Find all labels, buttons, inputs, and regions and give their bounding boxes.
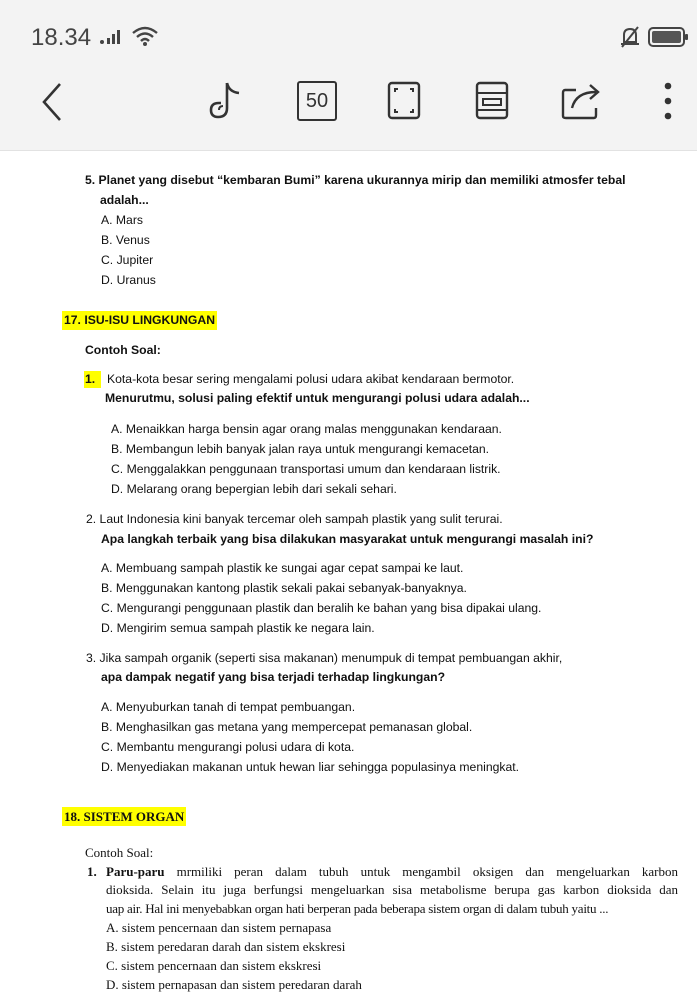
section-17-contoh: Contoh Soal: bbox=[85, 343, 161, 357]
share-icon[interactable] bbox=[560, 80, 604, 122]
s17-q1-option-d: D. Melarang orang bepergian lebih dari sekali sehari. bbox=[111, 482, 397, 496]
s17-q2-option-c: C. Mengurangi penggunaan plastik dan beralih ke bahan yang bisa dipakai ulang. bbox=[101, 601, 542, 615]
q5-line1: 5. Planet yang disebut “kembaran Bumi” karena ukurannya mirip dan memiliki atmosfer tebal bbox=[85, 173, 626, 187]
s18-q1-option-c: C. sistem pencernaan dan sistem ekskresi bbox=[106, 958, 322, 973]
q5-option-a: A. Mars bbox=[101, 213, 143, 227]
s17-q1-number: 1. bbox=[84, 371, 101, 388]
section-18-title: 18. SISTEM ORGAN bbox=[64, 809, 185, 824]
status-bar bbox=[0, 0, 697, 62]
s17-q3-option-d: D. Menyediakan makanan untuk hewan liar sehingga populasinya meningkat. bbox=[101, 760, 520, 774]
s18-q1-keyword: Paru-paru bbox=[106, 864, 165, 879]
s17-q1-option-a: A. Menaikkan harga bensin agar orang malas menggunakan kendaraan. bbox=[111, 422, 502, 436]
s18-q1-option-d: D. sistem pernapasan dan sistem peredaran darah bbox=[106, 977, 362, 992]
q5-option-b: B. Venus bbox=[101, 233, 150, 247]
viewer-toolbar bbox=[0, 62, 697, 151]
more-icon[interactable] bbox=[660, 80, 676, 122]
s17-q1-option-c: C. Menggalakkan penggunaan transportasi umum dan kendaraan listrik. bbox=[111, 462, 501, 476]
page-count-icon[interactable]: 50 bbox=[297, 81, 337, 121]
fullscreen-icon[interactable] bbox=[386, 80, 422, 122]
battery-icon bbox=[648, 26, 690, 48]
s17-q2-option-b: B. Menggunakan kantong plastik sekali pakai sebanyak-banyaknya. bbox=[101, 581, 467, 595]
status-time: 18.34 bbox=[31, 24, 92, 51]
section-17-title: 17. ISU-ISU LINGKUNGAN bbox=[62, 311, 217, 330]
s17-q3-line2: apa dampak negatif yang bisa terjadi terhadap lingkungan? bbox=[101, 670, 446, 684]
s17-q2-option-d: D. Mengirim semua sampah plastik ke negara lain. bbox=[101, 621, 375, 635]
s18-q1-number: 1. bbox=[87, 864, 97, 879]
s17-q3-option-c: C. Membantu mengurangi polusi udara di kota. bbox=[101, 740, 355, 754]
s17-q3-option-a: A. Menyuburkan tanah di tempat pembuangan. bbox=[101, 700, 356, 714]
s17-q1-option-b: B. Membangun lebih banyak jalan raya untuk mengurangi kemacetan. bbox=[111, 442, 490, 456]
s18-q1-line1-text: mrmiliki peran dalam tubuh untuk mengambil oksigen dan mengeluarkan karbon bbox=[176, 864, 678, 879]
s17-q3-line1: 3. Jika sampah organik (seperti sisa makanan) menumpuk di tempat pembuangan akhir, bbox=[86, 651, 563, 665]
tiktok-icon[interactable] bbox=[207, 80, 247, 122]
s18-q1-line2: dioksida. Selain itu juga berfungsi mengeluarkan sisa metabolisme berupa gas karbon dioksida dan bbox=[106, 882, 678, 897]
wifi-icon bbox=[131, 25, 159, 47]
s18-q1-option-a: A. sistem pencernaan dan sistem pernapasa bbox=[106, 920, 332, 935]
s18-q1-option-b: B. sistem peredaran darah dan sistem ekskresi bbox=[106, 939, 346, 954]
s17-q3-option-b: B. Menghasilkan gas metana yang mempercepat pemanasan global. bbox=[101, 720, 473, 734]
s17-q1-line1: Kota-kota besar sering mengalami polusi udara akibat kendaraan bermotor. bbox=[107, 372, 515, 386]
reader-icon[interactable] bbox=[474, 80, 510, 122]
s17-q1-line2: Menurutmu, solusi paling efektif untuk mengurangi polusi udara adalah... bbox=[105, 391, 530, 405]
section-18-contoh: Contoh Soal: bbox=[85, 845, 154, 860]
signal-icon bbox=[99, 27, 123, 45]
s18-q1-line3: uap air. Hal ini menyebabkan organ hati berperan pada beberapa sistem organ di dalam tubuh yaitu ... bbox=[106, 901, 609, 916]
s17-q2-line2: Apa langkah terbaik yang bisa dilakukan masyarakat untuk mengurangi masalah ini? bbox=[101, 532, 594, 546]
q5-option-d: D. Uranus bbox=[101, 273, 156, 287]
back-icon[interactable] bbox=[40, 82, 66, 122]
q5-option-c: C. Jupiter bbox=[101, 253, 154, 267]
document-page bbox=[0, 151, 697, 1002]
mute-bell-icon bbox=[619, 25, 641, 49]
s17-q2-line1: 2. Laut Indonesia kini banyak tercemar oleh sampah plastik yang sulit terurai. bbox=[86, 512, 503, 526]
q5-line2: adalah... bbox=[100, 193, 149, 207]
s17-q2-option-a: A. Membuang sampah plastik ke sungai agar cepat sampai ke laut. bbox=[101, 561, 464, 575]
s18-q1-line1 bbox=[106, 863, 678, 880]
